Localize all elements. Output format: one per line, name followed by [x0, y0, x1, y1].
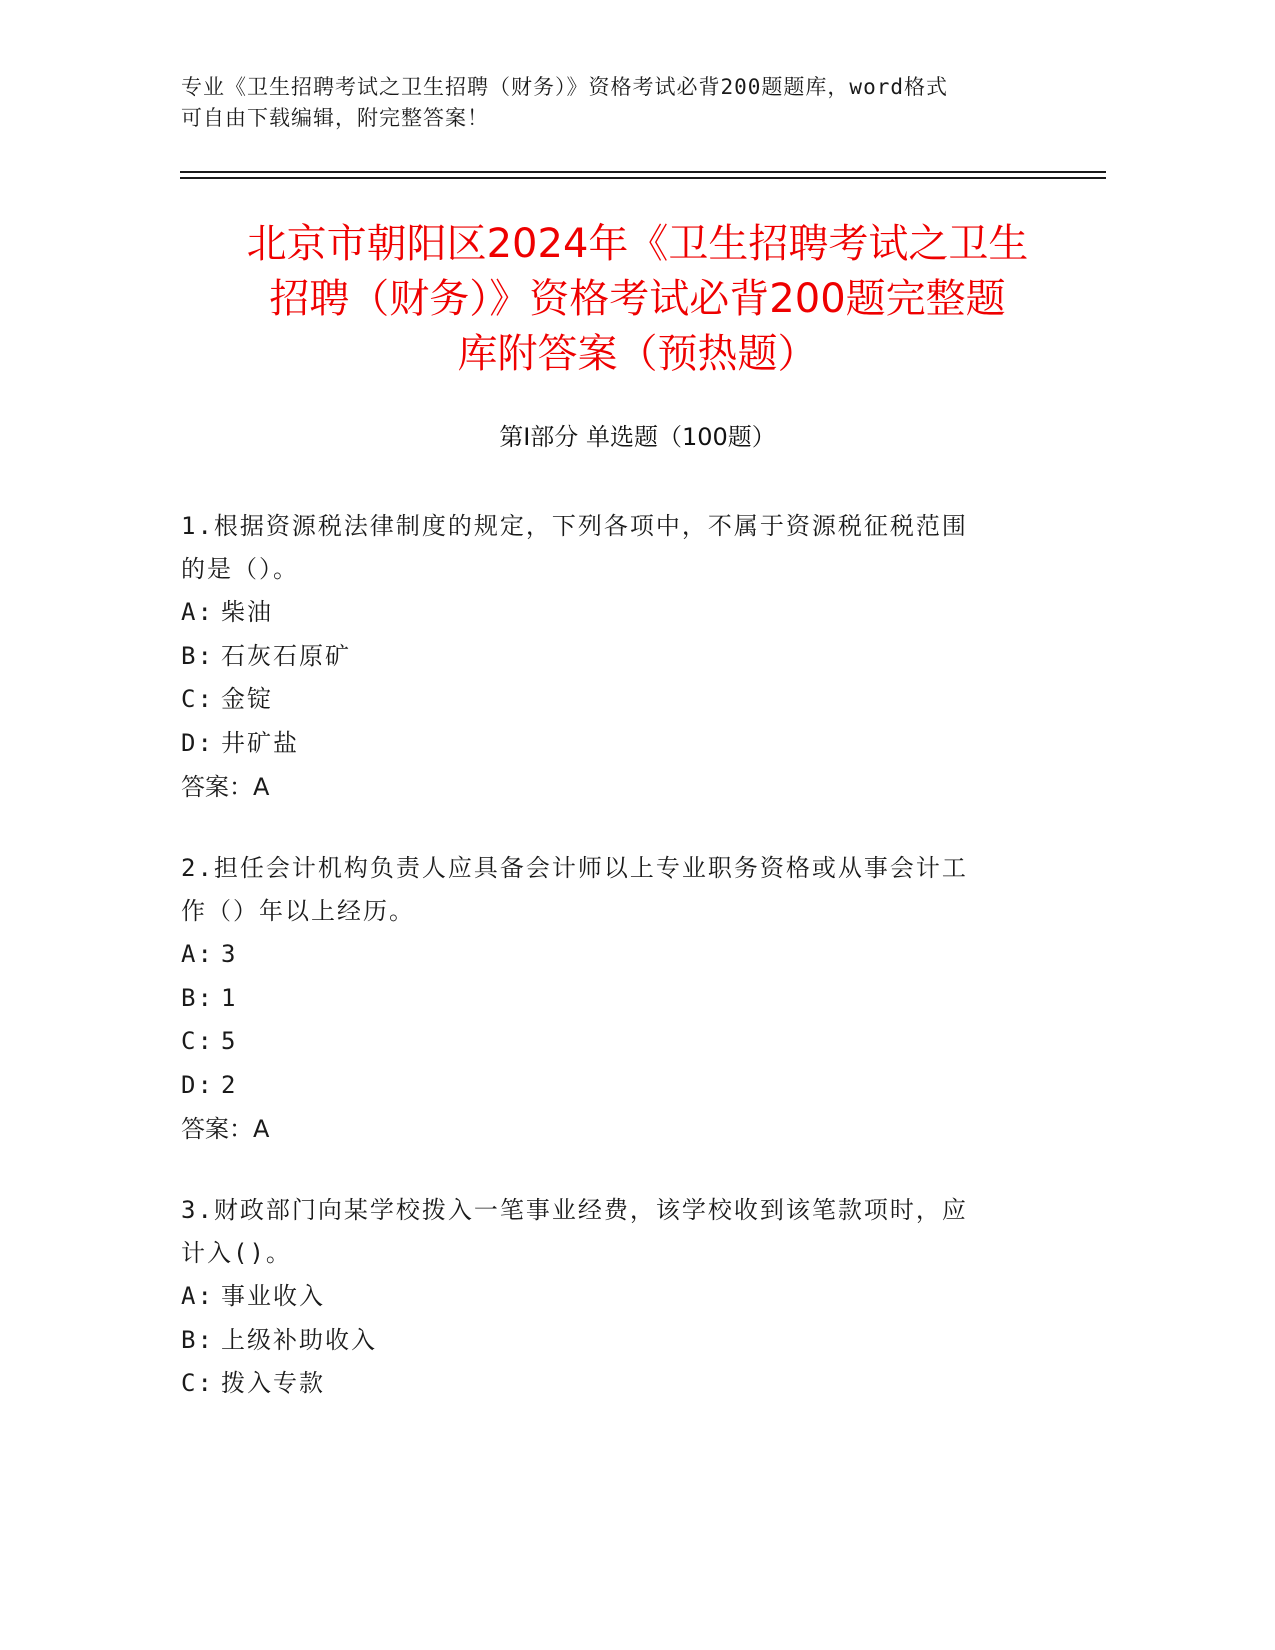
question-text-line: 作（）年以上经历。 — [181, 897, 415, 925]
question-3 — [181, 1189, 1041, 1406]
option-a — [181, 1275, 1041, 1319]
option-c — [181, 1362, 1041, 1406]
option-c — [181, 678, 1041, 722]
option-letter: A: — [181, 598, 214, 626]
header-note-line-1: 专业《卫生招聘考试之卫生招聘（财务）》资格考试必背200题题库，word格式 — [181, 75, 948, 99]
question-text-line: 3.财政部门向某学校拨入一笔事业经费，该学校收到该笔款项时，应 — [181, 1196, 968, 1224]
section-title: 第Ⅰ部分 单选题（100题） — [499, 423, 776, 451]
option-letter: A: — [181, 940, 214, 968]
option-text: 拨入专款 — [221, 1369, 325, 1397]
document-title — [150, 217, 1125, 382]
question-list — [181, 505, 1041, 1444]
answer-label: 答案：A — [181, 773, 270, 801]
option-text: 2 — [221, 1070, 238, 1099]
option-text: 3 — [221, 940, 238, 968]
option-text: 5 — [221, 1027, 238, 1055]
option-d — [181, 722, 1041, 766]
option-letter: D: — [181, 728, 214, 757]
option-letter: C: — [181, 685, 214, 713]
header-divider-top — [180, 171, 1106, 173]
option-b — [181, 1319, 1041, 1363]
option-text: 上级补助收入 — [221, 1325, 377, 1354]
header-divider-bottom — [180, 177, 1106, 179]
header-note — [181, 72, 1041, 134]
option-letter: B: — [181, 1325, 214, 1354]
option-text: 石灰石原矿 — [221, 641, 351, 670]
question-text-line: 2.担任会计机构负责人应具备会计师以上专业职务资格或从事会计工 — [181, 854, 968, 882]
title-line-3: 库附答案（预热题） — [457, 331, 818, 377]
question-2 — [181, 847, 1041, 1151]
question-1 — [181, 505, 1041, 809]
option-text: 井矿盐 — [221, 728, 299, 757]
question-text-line: 计入()。 — [181, 1239, 292, 1267]
option-letter: C: — [181, 1369, 214, 1397]
title-line-2: 招聘（财务）》资格考试必背200题完整题 — [269, 276, 1006, 322]
option-a — [181, 933, 1041, 977]
option-text: 1 — [221, 983, 238, 1012]
option-b — [181, 635, 1041, 679]
header-note-line-2: 可自由下载编辑，附完整答案！ — [181, 106, 489, 130]
option-letter: C: — [181, 1027, 214, 1055]
option-letter: D: — [181, 1070, 214, 1099]
option-text: 事业收入 — [221, 1282, 325, 1310]
option-d — [181, 1064, 1041, 1108]
option-text: 柴油 — [221, 598, 273, 626]
option-letter: B: — [181, 641, 214, 670]
option-c — [181, 1020, 1041, 1064]
title-line-1: 北京市朝阳区2024年《卫生招聘考试之卫生 — [246, 221, 1029, 267]
answer-label: 答案：A — [181, 1115, 270, 1143]
option-text: 金锭 — [221, 685, 273, 713]
option-b — [181, 977, 1041, 1021]
option-letter: B: — [181, 983, 214, 1012]
question-text-line: 1.根据资源税法律制度的规定，下列各项中，不属于资源税征税范围 — [181, 512, 968, 540]
option-a — [181, 591, 1041, 635]
option-letter: A: — [181, 1282, 214, 1310]
question-text-line: 的是（）。 — [181, 555, 299, 583]
